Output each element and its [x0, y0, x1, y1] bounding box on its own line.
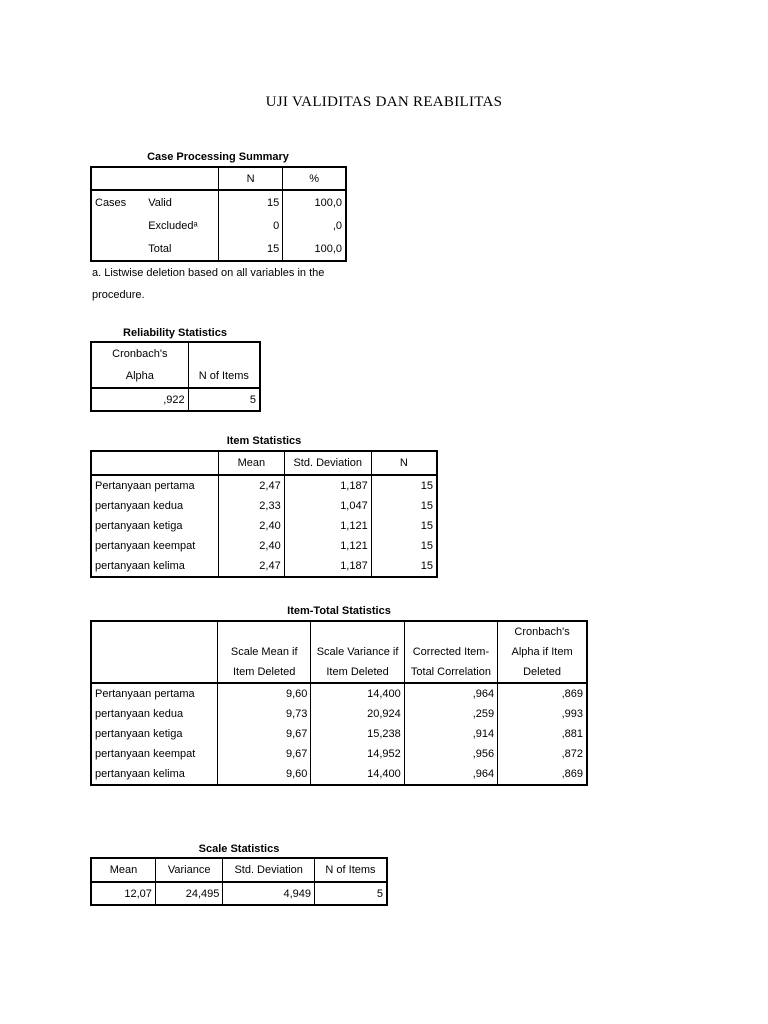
scale-statistics-title: Scale Statistics — [198, 843, 280, 855]
header-corrected-item-line1: Corrected Item- — [404, 642, 497, 662]
cell-mean: 12,07 — [91, 882, 155, 905]
table-row — [91, 190, 346, 214]
case-processing-table — [90, 166, 347, 262]
cell-scale-mean: 9,60 — [218, 683, 311, 704]
cell-n: 15 — [420, 480, 433, 492]
cell-variance: 24,495 — [155, 882, 222, 905]
header-scale-variance-line2: Item Deleted — [311, 662, 404, 683]
cell-mean: 2,47 — [218, 475, 284, 496]
row-group-label: Cases — [95, 196, 127, 209]
cell-n: 15 — [420, 500, 433, 512]
table-row — [91, 214, 346, 237]
cell-scale-variance: 15,238 — [311, 724, 404, 744]
row-label: pertanyaan keempat — [91, 744, 218, 764]
cell-corrected-correlation: ,964 — [404, 764, 497, 785]
cell-n: 0 — [218, 214, 282, 237]
item-statistics-title: Item Statistics — [226, 435, 302, 447]
table-header-row — [91, 662, 587, 683]
row-group-label — [91, 214, 145, 237]
header-cell — [91, 642, 218, 662]
cell-alpha-if-deleted: ,869 — [561, 768, 583, 780]
cell-mean: 2,40 — [218, 516, 284, 536]
cell-std-deviation: 1,121 — [284, 516, 371, 536]
table-row — [91, 237, 346, 261]
table-header-row — [91, 642, 587, 662]
item-total-statistics-title: Item-Total Statistics — [287, 605, 391, 617]
header-n: N — [218, 167, 282, 190]
item-statistics-table — [90, 450, 438, 578]
row-label: Pertanyaan pertama — [91, 683, 218, 704]
header-alpha-line1: Cronbach's — [91, 342, 188, 365]
cell-scale-mean: 9,67 — [218, 724, 311, 744]
row-label: pertanyaan ketiga — [91, 724, 218, 744]
row-label: Total — [145, 237, 218, 261]
header-n: N — [399, 457, 408, 469]
page-title: UJI VALIDITAS DAN REABILITAS — [265, 94, 503, 110]
cell-alpha-if-deleted: ,881 — [561, 728, 583, 740]
cell-n: 15 — [218, 237, 282, 261]
cell-percent: 100,0 — [314, 242, 342, 255]
header-alpha-line2: Alpha if Item — [511, 646, 573, 658]
table-row — [91, 516, 437, 536]
header-scale-mean-line1: Scale Mean if — [218, 642, 311, 662]
header-alpha-line3: Deleted — [523, 666, 562, 678]
cell-percent: ,0 — [332, 219, 342, 232]
header-cell — [218, 621, 311, 642]
table-row — [91, 764, 587, 785]
cell-alpha-if-deleted: ,872 — [561, 748, 583, 760]
cell-n-of-items: 5 — [376, 887, 383, 900]
row-label: pertanyaan kedua — [91, 704, 218, 724]
header-std-deviation: Std. Deviation — [284, 451, 371, 475]
cell-std-deviation: 1,047 — [284, 496, 371, 516]
case-processing-footnote: a. Listwise deletion based on all variables in the procedure. — [92, 267, 325, 301]
row-label: pertanyaan keempat — [91, 536, 218, 556]
header-cell — [91, 621, 218, 642]
header-variance: Variance — [155, 858, 222, 882]
row-label: Excludedᵃ — [145, 214, 218, 237]
header-mean: Mean — [91, 858, 155, 882]
reliability-title: Reliability Statistics — [123, 327, 227, 339]
header-std-deviation: Std. Deviation — [223, 858, 315, 882]
header-n-of-items: N of Items — [325, 864, 376, 876]
table-row — [91, 496, 437, 516]
scale-statistics-table — [90, 857, 388, 906]
header-corrected-item-line2: Total Correlation — [404, 662, 497, 683]
cell-scale-variance: 20,924 — [311, 704, 404, 724]
table-header-row — [91, 365, 260, 388]
row-label: Pertanyaan pertama — [91, 475, 218, 496]
table-row — [91, 704, 587, 724]
header-cell — [188, 342, 260, 365]
table-row — [91, 388, 260, 411]
header-cell — [311, 621, 404, 642]
cell-alpha: ,922 — [91, 388, 188, 411]
cell-mean: 2,47 — [218, 556, 284, 577]
table-row — [91, 744, 587, 764]
table-header-row — [91, 621, 587, 642]
header-alpha-line2: Alpha — [91, 365, 188, 388]
table-row — [91, 536, 437, 556]
header-cell — [404, 621, 497, 642]
header-alpha-line1: Cronbach's — [514, 626, 570, 638]
cell-n-of-items: 5 — [249, 393, 256, 406]
table-header-row — [91, 167, 346, 190]
header-cell — [91, 167, 145, 190]
table-row — [91, 556, 437, 577]
header-cell — [91, 451, 218, 475]
row-label: pertanyaan kelima — [91, 556, 218, 577]
row-label: Valid — [145, 190, 218, 214]
header-n-of-items: N of Items — [198, 370, 249, 382]
row-label: pertanyaan kedua — [91, 496, 218, 516]
case-processing-title: Case Processing Summary — [147, 151, 289, 163]
row-label: pertanyaan ketiga — [91, 516, 218, 536]
header-mean: Mean — [218, 451, 284, 475]
table-row — [91, 724, 587, 744]
table-row — [91, 882, 387, 905]
cell-n: 15 — [218, 190, 282, 214]
reliability-table — [90, 341, 261, 412]
cell-n: 15 — [420, 540, 433, 552]
cell-scale-mean: 9,60 — [218, 764, 311, 785]
cell-corrected-correlation: ,956 — [404, 744, 497, 764]
table-header-row — [91, 451, 437, 475]
cell-std-deviation: 1,187 — [284, 556, 371, 577]
header-cell — [91, 662, 218, 683]
cell-mean: 2,40 — [218, 536, 284, 556]
table-row — [91, 683, 587, 704]
cell-std-deviation: 1,121 — [284, 536, 371, 556]
row-group-label — [91, 237, 145, 261]
cell-scale-variance: 14,400 — [311, 764, 404, 785]
cell-std-deviation: 4,949 — [223, 882, 315, 905]
cell-corrected-correlation: ,914 — [404, 724, 497, 744]
cell-std-deviation: 1,187 — [284, 475, 371, 496]
header-percent: % — [309, 172, 319, 185]
cell-scale-variance: 14,400 — [311, 683, 404, 704]
cell-scale-mean: 9,67 — [218, 744, 311, 764]
table-header-row — [91, 342, 260, 365]
cell-scale-mean: 9,73 — [218, 704, 311, 724]
header-scale-mean-line2: Item Deleted — [218, 662, 311, 683]
cell-n: 15 — [420, 520, 433, 532]
item-total-statistics-table — [90, 620, 588, 786]
cell-corrected-correlation: ,964 — [404, 683, 497, 704]
cell-percent: 100,0 — [314, 196, 342, 209]
row-label: pertanyaan kelima — [91, 764, 218, 785]
header-scale-variance-line1: Scale Variance if — [311, 642, 404, 662]
cell-scale-variance: 14,952 — [311, 744, 404, 764]
header-cell — [145, 167, 218, 190]
cell-alpha-if-deleted: ,869 — [561, 688, 583, 700]
cell-corrected-correlation: ,259 — [404, 704, 497, 724]
table-header-row — [91, 858, 387, 882]
table-row — [91, 475, 437, 496]
cell-alpha-if-deleted: ,993 — [561, 708, 583, 720]
cell-mean: 2,33 — [218, 496, 284, 516]
cell-n: 15 — [420, 560, 433, 572]
